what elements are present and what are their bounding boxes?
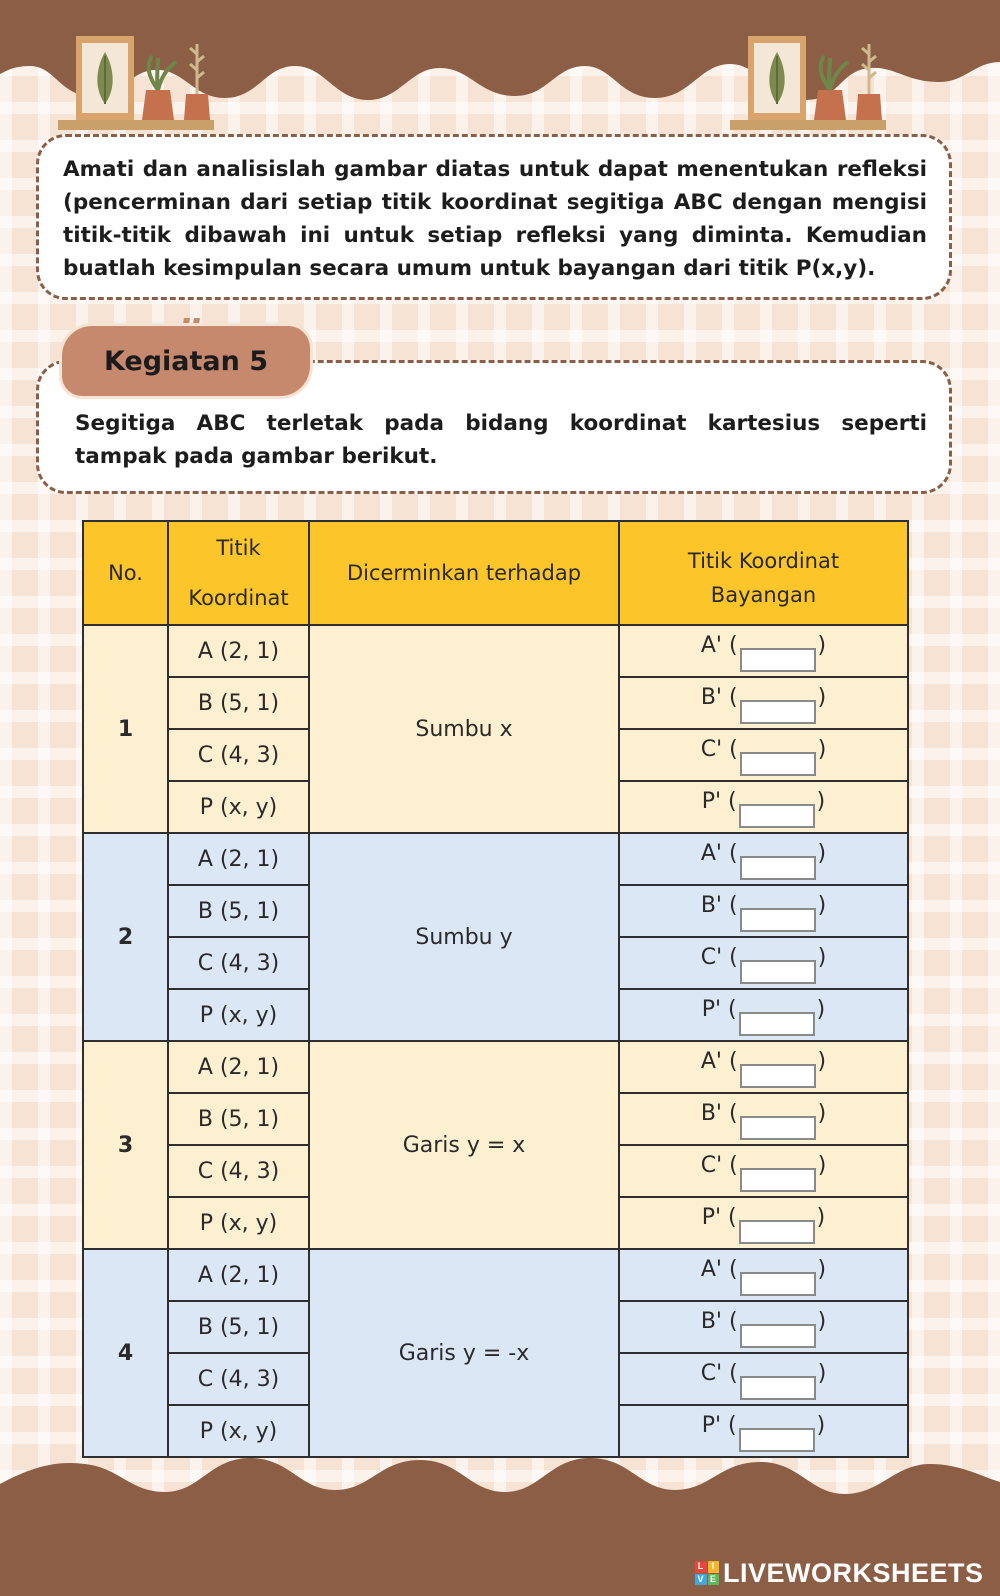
image-coordinate (619, 833, 908, 885)
answer-input[interactable] (740, 752, 816, 776)
image-coordinate (619, 1197, 908, 1249)
close-paren: ) (816, 788, 826, 814)
point-coordinate: C (4, 3) (168, 1145, 309, 1197)
answer-input[interactable] (740, 1064, 816, 1088)
image-coordinate (619, 1249, 908, 1301)
image-coordinate (619, 1353, 908, 1405)
image-coordinate (619, 729, 908, 781)
close-paren: ) (816, 1204, 826, 1230)
point-coordinate: A (2, 1) (168, 1249, 309, 1301)
answer-input[interactable] (740, 908, 816, 932)
table-header-row (83, 521, 908, 625)
answer-input[interactable] (740, 856, 816, 880)
close-paren: ) (817, 1256, 827, 1282)
plant-shelf-right (730, 34, 888, 138)
image-coordinate (619, 677, 908, 729)
reflection-line: Garis y = -x (309, 1249, 619, 1457)
image-point-label: P' ( (701, 788, 737, 814)
header-reflect: Dicerminkan terhadap (309, 521, 619, 625)
image-coordinate (619, 989, 908, 1041)
image-coordinate (619, 1301, 908, 1353)
image-coordinate (619, 625, 908, 677)
reflection-line: Sumbu x (309, 625, 619, 833)
close-paren: ) (817, 684, 827, 710)
close-paren: ) (817, 632, 827, 658)
point-coordinate: B (5, 1) (168, 1301, 309, 1353)
close-paren: ) (817, 736, 827, 762)
close-paren: ) (817, 1100, 827, 1126)
plant-shelf-left (58, 34, 216, 138)
liveworksheets-logo-icon (695, 1561, 719, 1585)
answer-input[interactable] (740, 1168, 816, 1192)
group-number: 2 (83, 833, 168, 1041)
header-image-line1: Titik Koordinat (687, 549, 840, 573)
image-point-label: B' ( (700, 1100, 738, 1126)
point-coordinate: B (5, 1) (168, 1093, 309, 1145)
image-point-label: P' ( (701, 1204, 737, 1230)
close-paren: ) (817, 944, 827, 970)
group-number: 4 (83, 1249, 168, 1457)
logo-letter-i: I (708, 1561, 720, 1573)
logo-letter-v: V (695, 1574, 707, 1586)
image-point-label: A' ( (700, 840, 738, 866)
image-point-label: B' ( (700, 684, 738, 710)
answer-input[interactable] (740, 700, 816, 724)
image-point-label: C' ( (700, 736, 738, 762)
image-point-label: B' ( (700, 892, 738, 918)
table-row (83, 1249, 908, 1301)
point-coordinate: P (x, y) (168, 781, 309, 833)
point-coordinate: P (x, y) (168, 989, 309, 1041)
activity-text: Segitiga ABC terletak pada bidang koordinat kartesius seperti tampak pada gambar berikut. (75, 411, 927, 469)
header-point-line2: Koordinat (188, 586, 289, 610)
activity-badge-label: Kegiatan 5 (103, 345, 269, 377)
point-coordinate: A (2, 1) (168, 625, 309, 677)
image-point-label: A' ( (700, 1256, 738, 1282)
header-point (168, 521, 309, 625)
answer-input[interactable] (739, 1220, 815, 1244)
header-image-line2: Bayangan (710, 583, 817, 607)
answer-input[interactable] (740, 960, 816, 984)
instruction-text: Amati dan analisislah gambar diatas untuk dapat menentukan refleksi (pencerminan dari setiap titik koordinat segitiga ABC dengan mengisi titik-titik dibawah ini untuk setiap refleksi yang diminta. Kemudian buatlah kesimpulan secara umum untuk bayangan dari titik P(x,y). (63, 157, 927, 281)
table-row (83, 1041, 908, 1093)
activity-badge (62, 326, 310, 396)
answer-input[interactable] (739, 1012, 815, 1036)
image-coordinate (619, 781, 908, 833)
image-point-label: A' ( (700, 1048, 738, 1074)
image-coordinate (619, 1145, 908, 1197)
image-point-label: B' ( (700, 1308, 738, 1334)
image-point-label: A' ( (700, 632, 738, 658)
group-number: 3 (83, 1041, 168, 1249)
close-paren: ) (817, 892, 827, 918)
answer-input[interactable] (740, 1324, 816, 1348)
answer-input[interactable] (740, 648, 816, 672)
point-coordinate: P (x, y) (168, 1405, 309, 1457)
image-point-label: C' ( (700, 944, 738, 970)
point-coordinate: A (2, 1) (168, 1041, 309, 1093)
image-coordinate (619, 885, 908, 937)
group-number: 1 (83, 625, 168, 833)
image-point-label: C' ( (700, 1360, 738, 1386)
table-row (83, 833, 908, 885)
point-coordinate: C (4, 3) (168, 937, 309, 989)
reflection-table (82, 520, 909, 1458)
answer-input[interactable] (740, 1376, 816, 1400)
close-paren: ) (816, 1412, 826, 1438)
close-paren: ) (817, 1152, 827, 1178)
reflection-line: Sumbu y (309, 833, 619, 1041)
logo-letter-l: L (695, 1561, 707, 1573)
image-point-label: P' ( (701, 1412, 737, 1438)
answer-input[interactable] (740, 1272, 816, 1296)
image-coordinate (619, 1041, 908, 1093)
image-coordinate (619, 1093, 908, 1145)
image-coordinate (619, 937, 908, 989)
point-coordinate: C (4, 3) (168, 729, 309, 781)
point-coordinate: B (5, 1) (168, 677, 309, 729)
point-coordinate: P (x, y) (168, 1197, 309, 1249)
logo-letter-e: E (708, 1574, 720, 1586)
close-paren: ) (817, 840, 827, 866)
instruction-box (36, 134, 952, 300)
reflection-line: Garis y = x (309, 1041, 619, 1249)
liveworksheets-brand (695, 1558, 984, 1588)
answer-input[interactable] (740, 1116, 816, 1140)
brand-name: LIVEWORKSHEETS (723, 1557, 984, 1588)
answer-input[interactable] (739, 804, 815, 828)
answer-input[interactable] (739, 1428, 815, 1452)
header-point-line1: Titik (216, 536, 261, 560)
point-coordinate: C (4, 3) (168, 1353, 309, 1405)
close-paren: ) (816, 996, 826, 1022)
table-body (83, 625, 908, 1457)
point-coordinate: B (5, 1) (168, 885, 309, 937)
close-paren: ) (817, 1308, 827, 1334)
header-no: No. (83, 521, 168, 625)
point-coordinate: A (2, 1) (168, 833, 309, 885)
table-row (83, 625, 908, 677)
image-point-label: C' ( (700, 1152, 738, 1178)
close-paren: ) (817, 1048, 827, 1074)
close-paren: ) (817, 1360, 827, 1386)
image-point-label: P' ( (701, 996, 737, 1022)
header-image (619, 521, 908, 625)
